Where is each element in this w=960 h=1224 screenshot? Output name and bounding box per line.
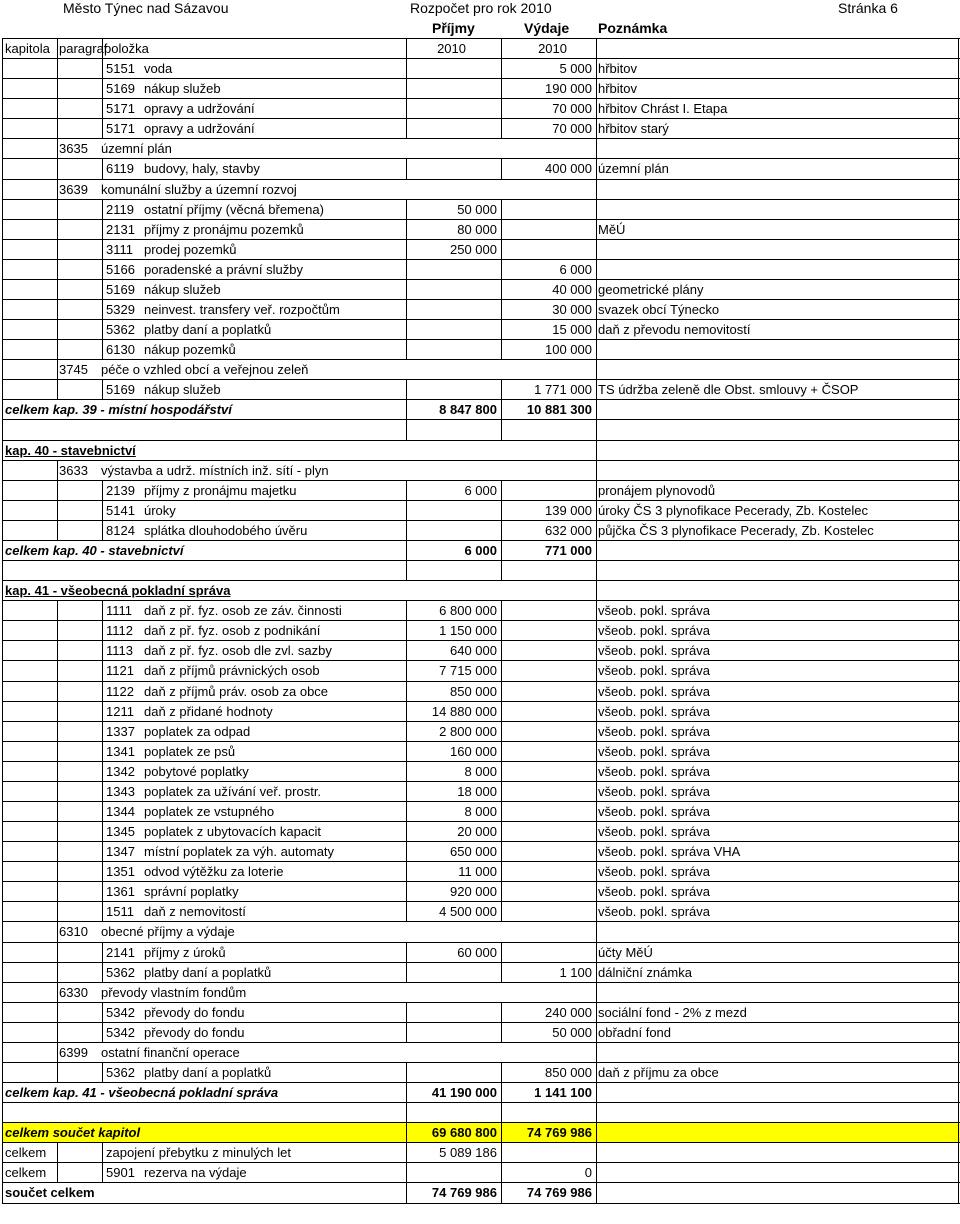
vydaje-value: 1 771 000: [534, 382, 592, 398]
row-label: převody do fondu: [144, 1004, 245, 1020]
row-label: daň z př. fyz. osob ze záv. činnosti: [144, 603, 342, 619]
paragraph-row: [3, 180, 960, 200]
polozka-code: 5171: [106, 121, 135, 137]
note: všeob. pokl. správa: [598, 803, 711, 819]
vydaje-value: 190 000: [545, 81, 592, 97]
table-row: [3, 601, 960, 621]
total-prijmy: 41 190 000: [431, 1085, 497, 1101]
total-vydaje: 771 000: [545, 542, 592, 558]
table-row: [3, 1163, 960, 1183]
table-row: [3, 340, 960, 360]
table-row: [3, 621, 960, 641]
polozka-code: 1111: [106, 603, 133, 619]
prijmy-value: 7 715 000: [439, 663, 497, 679]
prijmy-value: 250 000: [450, 241, 497, 257]
polozka-code: 5169: [106, 81, 135, 97]
polozka-code: 1122: [106, 683, 134, 699]
polozka-code: 5362: [106, 1064, 135, 1080]
paragraph-row: [3, 922, 960, 942]
table-row: [3, 641, 960, 661]
row-label: daň z příjmů právnických osob: [144, 663, 320, 679]
prijmy-value: 920 000: [450, 884, 497, 900]
column-header-year-vydaje: 2010: [538, 41, 567, 56]
polozka-code: 1511: [106, 904, 134, 920]
paragraph-code: 3639: [59, 181, 88, 197]
note: všeob. pokl. správa: [598, 603, 711, 619]
polozka-code: 5342: [106, 1024, 135, 1040]
polozka-code: 1337: [106, 723, 135, 739]
prijmy-value: 850 000: [450, 683, 497, 699]
vydaje-value: 100 000: [545, 342, 592, 358]
prijmy-value: 80 000: [457, 221, 497, 237]
paragraph-row: [3, 983, 960, 1003]
total-label: celkem kap. 41 - všeobecná pokladní správa: [5, 1085, 279, 1101]
note: úroky ČS 3 plynofikace Pecerady, Zb. Kostelec: [598, 502, 868, 518]
table-row: [3, 943, 960, 963]
polozka-code: 5169: [106, 382, 135, 398]
vydaje-value: 70 000: [552, 121, 592, 137]
table-row: [3, 882, 960, 902]
paragraph-row: [3, 1043, 960, 1063]
vydaje-value: 40 000: [552, 281, 592, 297]
note: dálniční známka: [598, 964, 692, 980]
document-title: Rozpočet pro rok 2010: [410, 0, 552, 16]
total-label: součet celkem: [5, 1185, 95, 1201]
row-label: příjmy z úroků: [144, 944, 226, 960]
table-row: [3, 702, 960, 722]
paragraph-row: [3, 461, 960, 481]
prijmy-value: 650 000: [450, 844, 497, 860]
table-row: [3, 682, 960, 702]
paragraph-label: obecné příjmy a výdaje: [101, 924, 235, 940]
vydaje-value: 70 000: [552, 101, 592, 117]
total-row: [3, 1083, 960, 1103]
total-label: celkem kap. 39 - místní hospodářství: [5, 402, 232, 418]
prijmy-value: 640 000: [450, 643, 497, 659]
total-vydaje: 10 881 300: [526, 402, 592, 418]
polozka-code: 2131: [106, 221, 135, 237]
paragraph-row: [3, 360, 960, 380]
note: pronájem plynovodů: [598, 482, 716, 498]
vydaje-value: 400 000: [545, 161, 592, 177]
total-row: [3, 541, 960, 561]
table-row: [3, 481, 960, 501]
table-row: [3, 119, 960, 139]
paragraph-code: 6330: [59, 984, 88, 1000]
column-header-poznamka: Poznámka: [598, 20, 668, 36]
row-label: místní poplatek za výh. automaty: [144, 844, 335, 860]
table-row: [3, 661, 960, 681]
table-row: [3, 762, 960, 782]
vydaje-value: 1 100: [559, 964, 592, 980]
note: obřadní fond: [598, 1024, 672, 1040]
row-label: příjmy z pronájmu pozemků: [144, 221, 304, 237]
row-label: neinvest. transfery veř. rozpočtům: [144, 302, 340, 318]
vydaje-value: 5 000: [559, 61, 592, 77]
table-row: [3, 561, 960, 581]
budget-table: [2, 38, 960, 1204]
city-name: Město Týnec nad Sázavou: [63, 0, 229, 16]
polozka-code: 1351: [106, 864, 135, 880]
table-row: [3, 1103, 960, 1123]
polozka-code: 8124: [106, 522, 135, 538]
row-label: odvod výtěžku za loterie: [144, 864, 284, 880]
row-label: úroky: [144, 502, 176, 518]
chapter-row: [3, 441, 960, 461]
note: všeob. pokl. správa: [598, 884, 711, 900]
row-kapitola: celkem: [5, 1165, 47, 1181]
table-row: [3, 300, 960, 320]
polozka-code: 5141: [106, 502, 135, 518]
note: účty MěÚ: [598, 944, 653, 960]
table-row: [3, 862, 960, 882]
table-row: [3, 501, 960, 521]
prijmy-value: 8 000: [464, 763, 497, 779]
note: půjčka ČS 3 plynofikace Pecerady, Zb. Kostelec: [598, 522, 874, 538]
vydaje-value: 850 000: [545, 1064, 592, 1080]
vydaje-value: 15 000: [552, 322, 592, 338]
prijmy-value: 8 000: [464, 803, 497, 819]
row-label: převody do fondu: [144, 1024, 245, 1040]
page-number: Stránka 6: [838, 0, 898, 16]
column-header-row: [3, 39, 960, 59]
paragraph-code: 3635: [59, 141, 88, 157]
paragraph-label: územní plán: [101, 141, 172, 157]
paragraph-row: [3, 139, 960, 159]
note: všeob. pokl. správa: [598, 743, 711, 759]
row-label: správní poplatky: [144, 884, 239, 900]
row-label: poplatek za odpad: [144, 723, 251, 739]
paragraph-code: 6399: [59, 1044, 88, 1060]
row-label: opravy a udržování: [144, 101, 255, 117]
note: všeob. pokl. správa: [598, 864, 711, 880]
note: hřbitov: [598, 61, 638, 77]
note: územní plán: [598, 161, 669, 177]
paragraph-label: převody vlastním fondům: [101, 984, 247, 1000]
polozka-code: 5329: [106, 302, 135, 318]
note: všeob. pokl. správa: [598, 703, 711, 719]
total-row: [3, 1123, 960, 1143]
prijmy-value: 60 000: [457, 944, 497, 960]
polozka-code: 5171: [106, 101, 135, 117]
table-row: [3, 99, 960, 119]
polozka-code: 5151: [106, 61, 135, 77]
vydaje-value: 0: [584, 1165, 592, 1181]
total-label: celkem kap. 40 - stavebnictví: [5, 542, 184, 558]
table-row: [3, 963, 960, 983]
chapter-title: kap. 41 - všeobecná pokladní správa: [5, 583, 231, 599]
table-row: [3, 902, 960, 922]
note: všeob. pokl. správa: [598, 623, 711, 639]
note: všeob. pokl. správa: [598, 663, 711, 679]
row-label: zapojení přebytku z minulých let: [106, 1145, 291, 1161]
row-label: poradenské a právní služby: [144, 261, 303, 277]
prijmy-value: 18 000: [457, 783, 497, 799]
vydaje-value: 30 000: [552, 302, 592, 318]
row-label: daň z přidané hodnoty: [144, 703, 273, 719]
note: všeob. pokl. správa: [598, 824, 711, 840]
row-label: daň z příjmů práv. osob za obce: [144, 683, 329, 699]
row-label: voda: [144, 61, 173, 77]
column-header-polozka: položka: [104, 41, 149, 56]
table-row: [3, 320, 960, 340]
total-label: celkem součet kapitol: [5, 1125, 141, 1141]
note: hřbitov: [598, 81, 638, 97]
total-row: [3, 400, 960, 420]
paragraph-label: komunální služby a územní rozvoj: [101, 181, 297, 197]
row-label: nákup služeb: [144, 81, 221, 97]
paragraph-code: 3633: [59, 462, 88, 478]
prijmy-value: 11 000: [458, 864, 497, 880]
table-row: [3, 1023, 960, 1043]
row-label: ostatní příjmy (věcná břemena): [144, 201, 324, 217]
note: TS údržba zeleně dle Obst. smlouvy + ČSOP: [598, 382, 859, 398]
table-row: [3, 842, 960, 862]
row-label: budovy, haly, stavby: [144, 161, 260, 177]
row-label: poplatek ze psů: [144, 743, 236, 759]
paragraph-label: péče o vzhled obcí a veřejnou zeleň: [101, 362, 309, 378]
row-kapitola: celkem: [5, 1145, 47, 1161]
prijmy-value: 6 000: [464, 482, 497, 498]
polozka-code: 5342: [106, 1004, 135, 1020]
table-row: [3, 420, 960, 440]
prijmy-value: 6 800 000: [439, 603, 497, 619]
vydaje-value: 632 000: [545, 522, 592, 538]
paragraph-code: 3745: [59, 362, 88, 378]
column-header-vydaje: Výdaje: [524, 20, 570, 36]
row-label: daň z př. fyz. osob dle zvl. sazby: [144, 643, 332, 659]
column-header-kapitola: kapitola: [5, 41, 50, 56]
row-label: platby daní a poplatků: [144, 322, 272, 338]
note: všeob. pokl. správa: [598, 904, 711, 920]
paragraph-label: výstavba a udrž. místních inž. sítí - plyn: [101, 462, 329, 478]
total-prijmy: 74 769 986: [431, 1185, 497, 1201]
table-row: [3, 742, 960, 762]
polozka-code: 5362: [106, 322, 135, 338]
polozka-code: 1343: [106, 783, 135, 799]
row-label: pobytové poplatky: [144, 763, 249, 779]
row-label: daň z nemovitostí: [144, 904, 246, 920]
table-row: [3, 722, 960, 742]
table-row: [3, 79, 960, 99]
row-label: opravy a udržování: [144, 121, 255, 137]
note: daň z převodu nemovitostí: [598, 322, 751, 338]
row-label: prodej pozemků: [144, 241, 237, 257]
polozka-code: 1344: [106, 803, 135, 819]
prijmy-value: 4 500 000: [439, 904, 497, 920]
row-label: příjmy z pronájmu majetku: [144, 482, 297, 498]
total-row: [3, 1183, 960, 1203]
note: svazek obcí Týnecko: [598, 302, 720, 318]
prijmy-value: 50 000: [457, 201, 497, 217]
total-vydaje: 74 769 986: [526, 1125, 592, 1141]
prijmy-value: 1 150 000: [439, 623, 497, 639]
note: všeob. pokl. správa: [598, 643, 711, 659]
paragraph-code: 6310: [59, 924, 88, 940]
row-label: poplatek ze vstupného: [144, 803, 275, 819]
polozka-code: 2119: [106, 201, 134, 217]
vydaje-value: 50 000: [552, 1024, 592, 1040]
vydaje-value: 139 000: [545, 502, 592, 518]
note: daň z příjmu za obce: [598, 1064, 719, 1080]
polozka-code: 1113: [106, 643, 133, 659]
table-row: [3, 1143, 960, 1163]
row-label: nákup služeb: [144, 281, 221, 297]
note: sociální fond - 2% z mezd: [598, 1004, 747, 1020]
polozka-code: 5166: [106, 261, 135, 277]
total-prijmy: 69 680 800: [431, 1125, 497, 1141]
table-row: [3, 521, 960, 541]
table-row: [3, 802, 960, 822]
prijmy-value: 5 089 186: [439, 1145, 497, 1161]
column-header-paragraf: paragraf: [59, 41, 108, 56]
polozka-code: 1211: [106, 703, 134, 719]
vydaje-value: 6 000: [559, 261, 592, 277]
table-row: [3, 159, 960, 179]
polozka-code: 2141: [106, 944, 135, 960]
polozka-code: 6130: [106, 342, 135, 358]
table-row: [3, 280, 960, 300]
polozka-code: 5362: [106, 964, 135, 980]
polozka-code: 5901: [106, 1165, 135, 1181]
polozka-code: 1342: [106, 763, 135, 779]
row-label: daň z př. fyz. osob z podnikání: [144, 623, 321, 639]
note: všeob. pokl. správa: [598, 683, 711, 699]
table-row: [3, 59, 960, 79]
row-label: poplatek za užívání veř. prostr.: [144, 783, 322, 799]
total-vydaje: 1 141 100: [534, 1085, 592, 1101]
table-row: [3, 782, 960, 802]
table-row: [3, 1003, 960, 1023]
polozka-code: 5169: [106, 281, 135, 297]
polozka-code: 1347: [106, 844, 135, 860]
row-label: platby daní a poplatků: [144, 964, 272, 980]
polozka-code: 1112: [106, 623, 133, 639]
note: všeob. pokl. správa: [598, 723, 711, 739]
total-vydaje: 74 769 986: [526, 1185, 592, 1201]
vydaje-value: 240 000: [545, 1004, 592, 1020]
note: hřbitov Chrást I. Etapa: [598, 101, 728, 117]
note: všeob. pokl. správa: [598, 763, 711, 779]
table-row: [3, 240, 960, 260]
row-label: splátka dlouhodobého úvěru: [144, 522, 308, 538]
column-header-prijmy: Příjmy: [432, 20, 475, 36]
prijmy-value: 2 800 000: [439, 723, 497, 739]
table-row: [3, 1063, 960, 1083]
row-label: poplatek z ubytovacích kapacit: [144, 824, 322, 840]
row-label: platby daní a poplatků: [144, 1064, 272, 1080]
total-prijmy: 8 847 800: [439, 402, 497, 418]
chapter-title: kap. 40 - stavebnictví: [5, 442, 136, 458]
polozka-code: 1361: [106, 884, 135, 900]
polozka-code: 1121: [106, 663, 134, 679]
polozka-code: 1345: [106, 824, 135, 840]
table-row: [3, 260, 960, 280]
polozka-code: 1341: [106, 743, 135, 759]
note: všeob. pokl. správa: [598, 783, 711, 799]
polozka-code: 2139: [106, 482, 135, 498]
table-row: [3, 220, 960, 240]
row-label: nákup služeb: [144, 382, 221, 398]
note: všeob. pokl. správa VHA: [598, 844, 741, 860]
note: MěÚ: [598, 221, 626, 237]
prijmy-value: 14 880 000: [431, 703, 497, 719]
polozka-code: 6119: [106, 161, 134, 177]
row-label: rezerva na výdaje: [144, 1165, 247, 1181]
table-row: [3, 380, 960, 400]
total-prijmy: 6 000: [464, 542, 497, 558]
row-label: nákup pozemků: [144, 342, 236, 358]
chapter-row: [3, 581, 960, 601]
table-row: [3, 200, 960, 220]
note: hřbitov starý: [598, 121, 669, 137]
prijmy-value: 160 000: [450, 743, 497, 759]
table-row: [3, 822, 960, 842]
prijmy-value: 20 000: [457, 824, 497, 840]
polozka-code: 3111: [106, 241, 133, 257]
paragraph-label: ostatní finanční operace: [101, 1044, 240, 1060]
column-header-year-prijmy: 2010: [437, 41, 466, 56]
note: geometrické plány: [598, 281, 704, 297]
